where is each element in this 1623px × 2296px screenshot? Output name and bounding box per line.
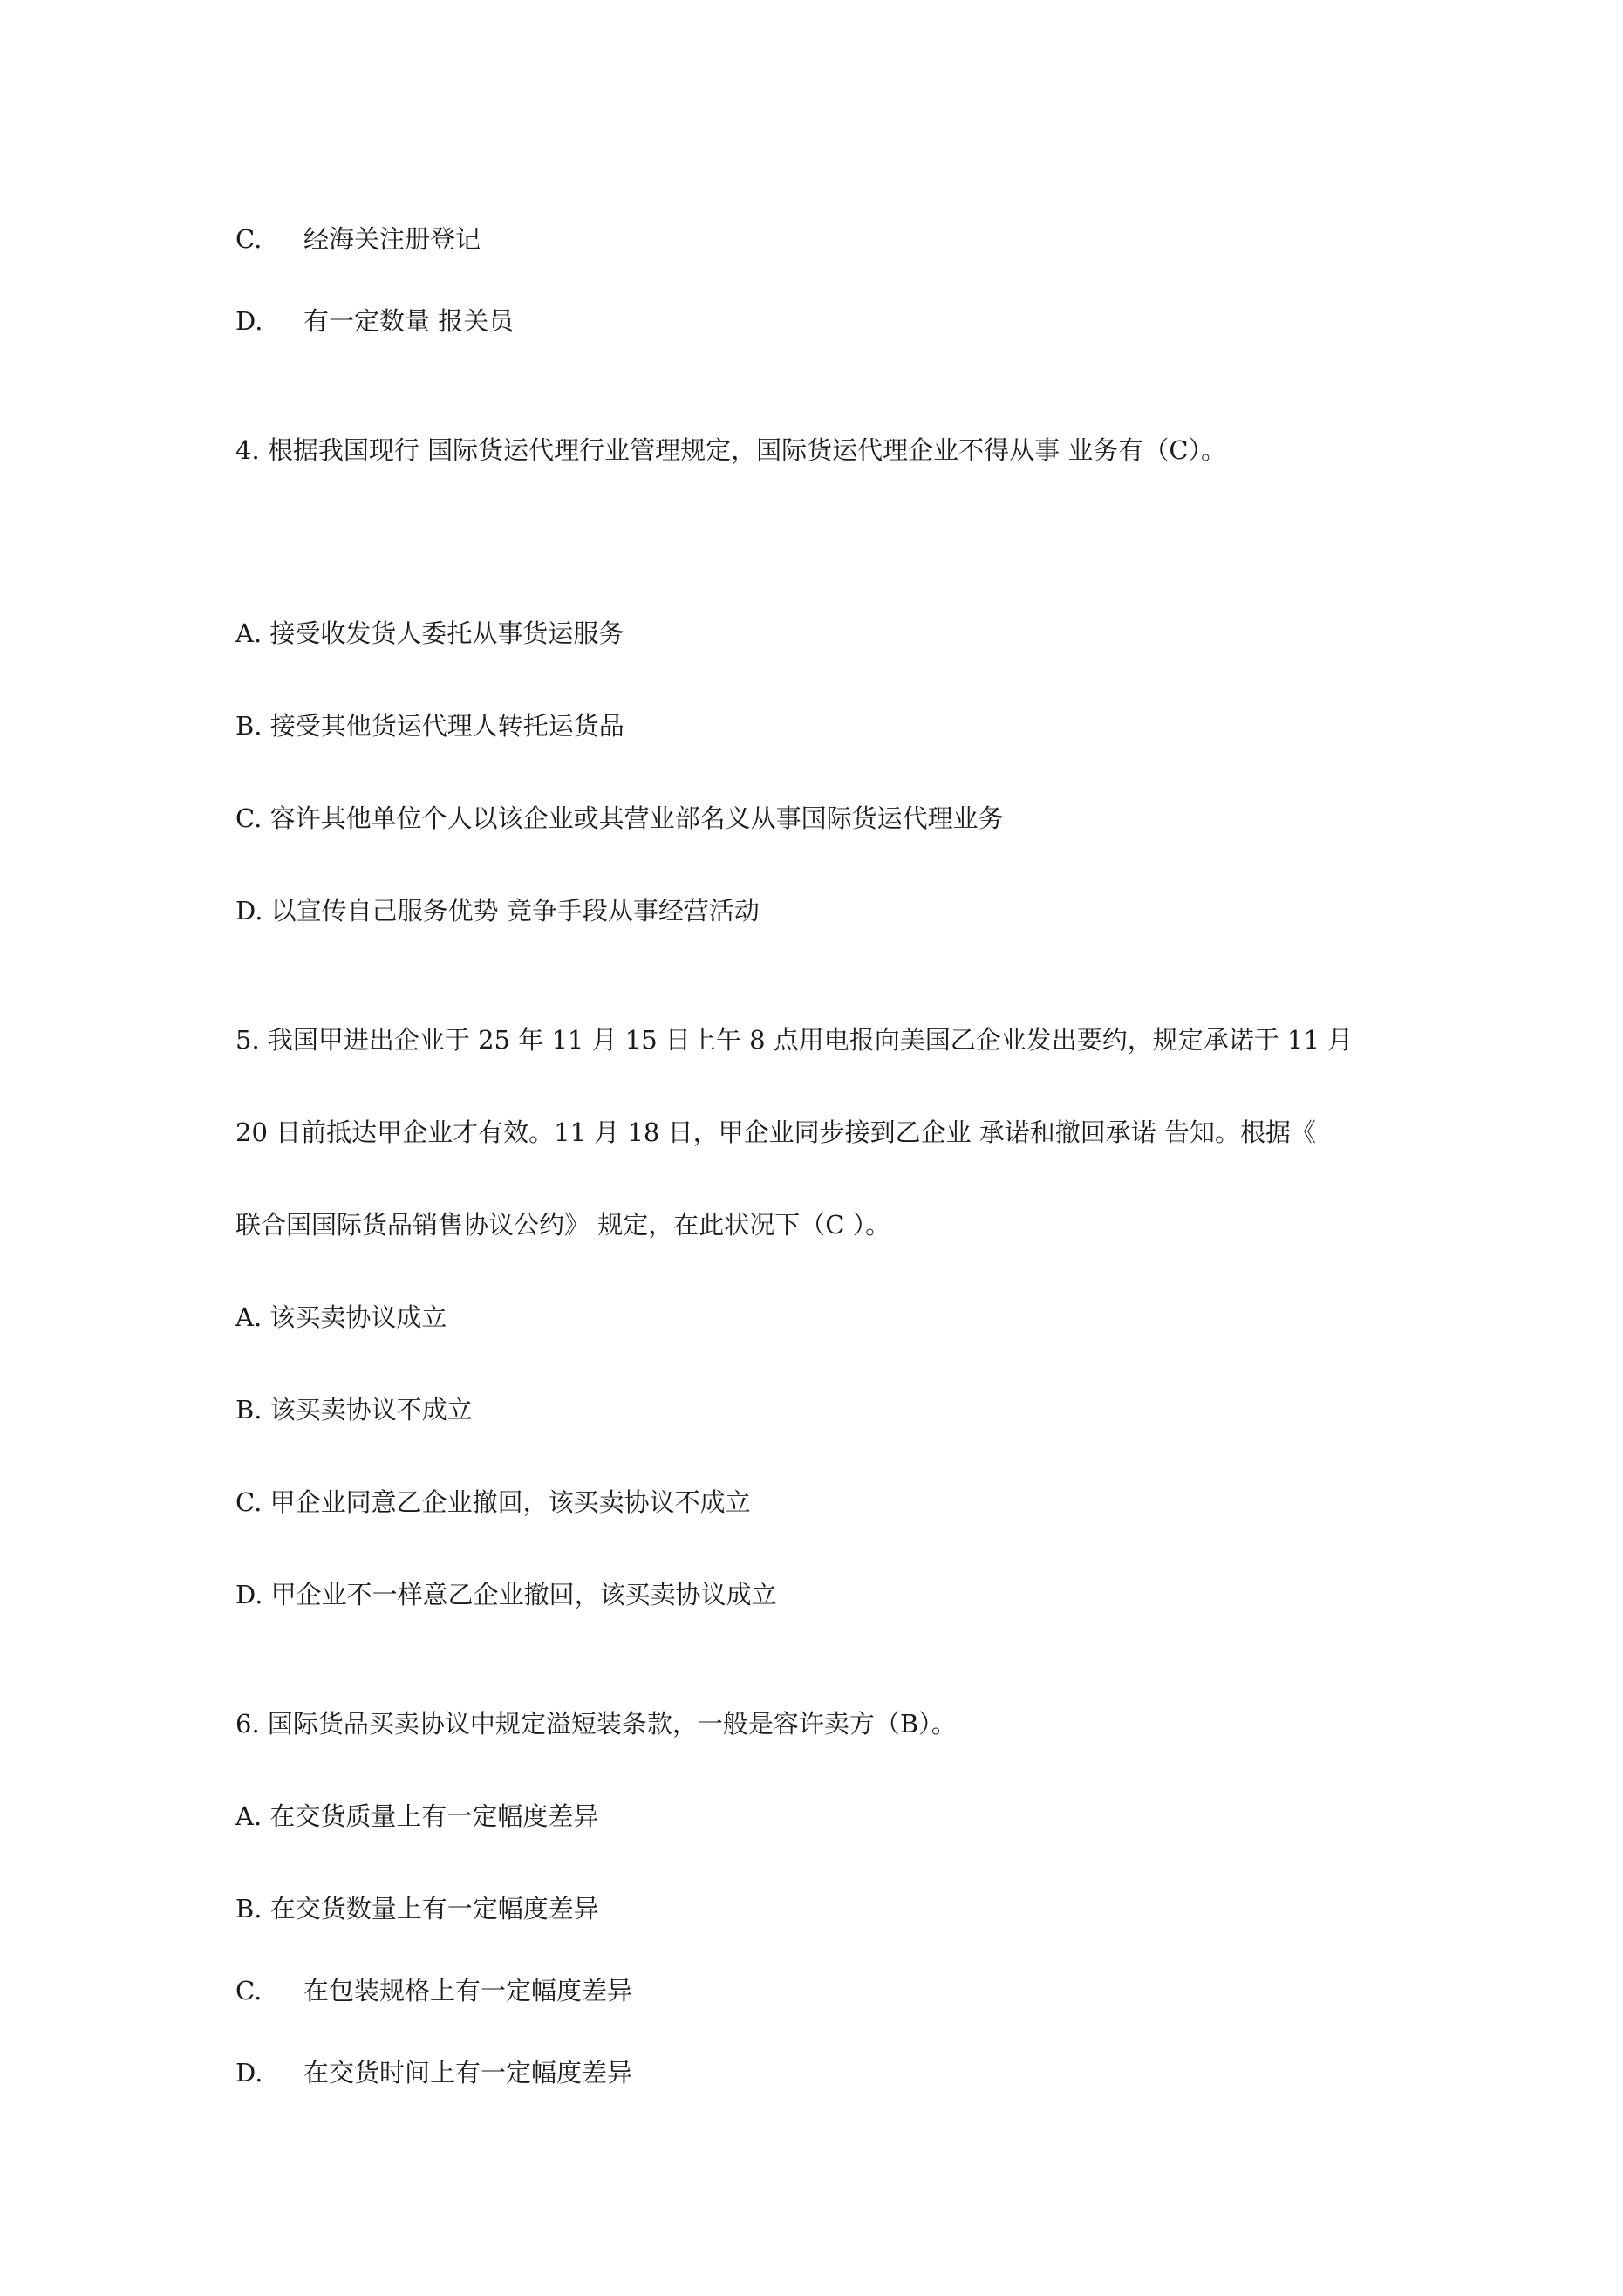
option-label: D. — [235, 2058, 263, 2088]
option-label: D. — [235, 306, 263, 336]
question-6-option-b: B. 在交货数量上有一定幅度差异 — [235, 1894, 599, 1924]
question-5-stem-line-2: 20 日前抵达甲企业才有效。11 月 18 日，甲企业同步接到乙企业 承诺和撤回承诺 告知。根据《 — [235, 1117, 1317, 1147]
question-5-option-c: C. 甲企业同意乙企业撤回，该买卖协议不成立 — [235, 1487, 751, 1517]
option-label: C. — [235, 1976, 263, 2006]
question-5-stem-line-3: 联合国国际货品销售协议公约》 规定，在此状况下（C ）。 — [235, 1210, 891, 1240]
question-6-option-d — [235, 2055, 632, 2090]
question-4-option-b: B. 接受其他货运代理人转托运货品 — [235, 711, 624, 741]
question-6-option-a: A. 在交货质量上有一定幅度差异 — [235, 1801, 599, 1831]
option-label: C. — [235, 224, 263, 254]
question-5-option-b: B. 该买卖协议不成立 — [235, 1395, 473, 1425]
question-4-stem: 4. 根据我国现行 国际货运代理行业管理规定，国际货运代理企业不得从事 业务有（C）。 — [235, 435, 1227, 465]
option-text: 在交货时间上有一定幅度差异 — [303, 2058, 633, 2088]
option-c-line — [235, 222, 481, 256]
question-5-option-a: A. 该买卖协议成立 — [235, 1302, 447, 1332]
question-5-stem-line-1: 5. 我国甲进出企业于 25 年 11 月 15 日上午 8 点用电报向美国乙企业发出要约，规定承诺于 11 月 — [235, 1025, 1354, 1055]
question-5-option-d: D. 甲企业不一样意乙企业撤回，该买卖协议成立 — [235, 1580, 777, 1609]
question-4-option-d: D. 以宣传自己服务优势 竞争手段从事经营活动 — [235, 896, 760, 926]
question-6-stem: 6. 国际货品买卖协议中规定溢短装条款，一般是容许卖方（B）。 — [235, 1709, 957, 1739]
option-text: 经海关注册登记 — [303, 224, 481, 254]
option-text: 有一定数量 报关员 — [303, 306, 515, 336]
question-4-option-a: A. 接受收发货人委托从事货运服务 — [235, 618, 624, 648]
option-d-line — [235, 304, 514, 338]
question-4-option-c: C. 容许其他单位个人以该企业或其营业部名义从事国际货运代理业务 — [235, 803, 1004, 833]
option-text: 在包装规格上有一定幅度差异 — [303, 1976, 633, 2006]
question-6-option-c — [235, 1973, 632, 2008]
